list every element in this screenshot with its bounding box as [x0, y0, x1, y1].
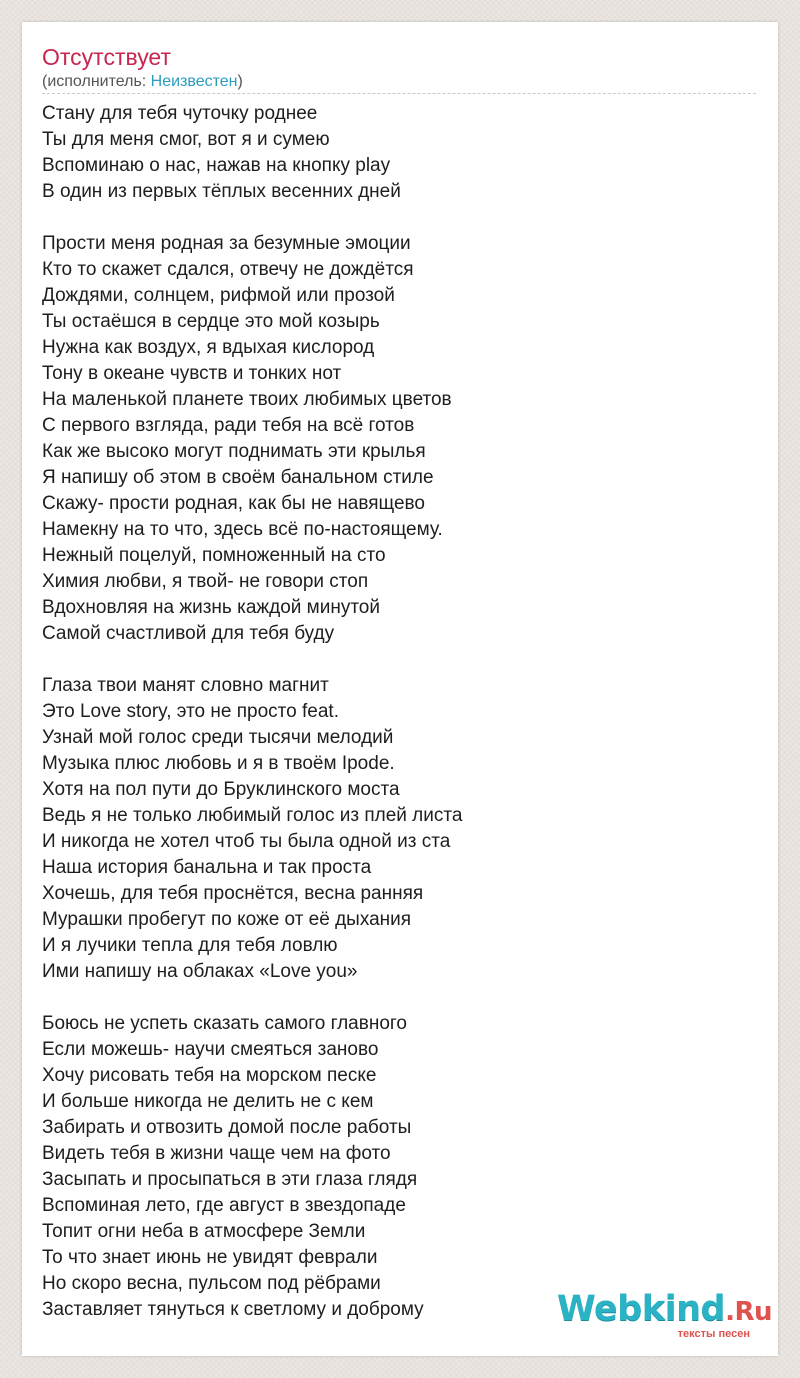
- lyric-line: Ты для меня смог, вот я и сумею: [42, 129, 330, 150]
- lyric-line: Это Love story, это не просто feat.: [42, 701, 339, 722]
- lyric-line: В один из первых тёплых весенних дней: [42, 181, 401, 202]
- lyric-line: Хочешь, для тебя проснётся, весна ранняя: [42, 883, 424, 904]
- lyric-line: Я напишу об этом в своём банальном стиле: [42, 467, 434, 488]
- lyrics-stanza: [42, 231, 742, 647]
- lyric-line: Дождями, солнцем, рифмой или прозой: [42, 285, 395, 306]
- lyrics-text: [42, 101, 742, 1349]
- lyric-line: Тону в океане чувств и тонких нот: [42, 363, 342, 384]
- dashed-divider: [42, 93, 756, 94]
- lyric-line: И больше никогда не делить не с кем: [42, 1091, 374, 1112]
- lyric-line: Хочу рисовать тебя на морском песке: [42, 1065, 377, 1086]
- lyric-line: Боюсь не успеть сказать самого главного: [42, 1013, 407, 1034]
- lyric-line: Вспоминая лето, где август в звездопаде: [42, 1195, 406, 1216]
- lyric-line: Стану для тебя чуточку роднее: [42, 103, 318, 124]
- lyrics-stanza: [42, 673, 742, 985]
- lyric-line: Самой счастливой для тебя буду: [42, 623, 335, 644]
- lyric-line: Хотя на пол пути до Бруклинского моста: [42, 779, 400, 800]
- lyric-line: Ими напишу на облаках «Love you»: [42, 961, 358, 982]
- site-logo[interactable]: [557, 1288, 772, 1348]
- lyric-line: Забирать и отвозить домой после работы: [42, 1117, 412, 1138]
- lyric-line: Нежный поцелуй, помноженный на сто: [42, 545, 386, 566]
- lyric-line: Музыка плюс любовь и я в твоём Ipode.: [42, 753, 395, 774]
- artist-link[interactable]: Неизвестен: [150, 73, 238, 90]
- lyric-line: Топит огни неба в атмосфере Земли: [42, 1221, 366, 1242]
- logo-wordmark: [557, 1288, 772, 1333]
- logo-tagline: тексты песен: [677, 1328, 750, 1340]
- logo-tld: .Ru: [725, 1297, 772, 1327]
- lyric-line: На маленькой планете твоих любимых цветов: [42, 389, 452, 410]
- lyric-line: Мурашки пробегут по коже от её дыхания: [42, 909, 412, 930]
- lyric-line: Заставляет тянуться к светлому и доброму: [42, 1299, 424, 1320]
- lyric-line: Глаза твои манят словно магнит: [42, 675, 329, 696]
- lyric-line: Засыпать и просыпаться в эти глаза глядя: [42, 1169, 418, 1190]
- lyric-line: Ты остаёшся в сердце это мой козырь: [42, 311, 380, 332]
- lyric-line: Кто то скажет сдался, отвечу не дождётся: [42, 259, 414, 280]
- artist-prefix: (исполнитель:: [42, 73, 151, 90]
- lyrics-stanza: [42, 1011, 742, 1323]
- lyric-line: Вспоминаю о нас, нажав на кнопку play: [42, 155, 391, 176]
- lyric-line: Как же высоко могут поднимать эти крылья: [42, 441, 426, 462]
- lyric-line: Намекну на то что, здесь всё по-настоящему.: [42, 519, 443, 540]
- lyric-line: Прости меня родная за безумные эмоции: [42, 233, 411, 254]
- lyric-line: Узнай мой голос среди тысячи мелодий: [42, 727, 394, 748]
- lyric-line: И я лучики тепла для тебя ловлю: [42, 935, 338, 956]
- lyric-line: И никогда не хотел чтоб ты была одной из ста: [42, 831, 451, 852]
- lyrics-card: [22, 22, 778, 1356]
- lyric-line: С первого взгляда, ради тебя на всё готов: [42, 415, 415, 436]
- lyric-line: Видеть тебя в жизни чаще чем на фото: [42, 1143, 391, 1164]
- lyric-line: Если можешь- научи смеяться заново: [42, 1039, 379, 1060]
- lyric-line: Но скоро весна, пульсом под рёбрами: [42, 1273, 381, 1294]
- song-title[interactable]: Отсутствует: [42, 44, 171, 70]
- lyrics-stanza: [42, 101, 742, 205]
- artist-suffix: ): [237, 73, 243, 90]
- lyric-line: Химия любви, я твой- не говори стоп: [42, 571, 369, 592]
- lyric-line: Скажу- прости родная, как бы не навящево: [42, 493, 425, 514]
- artist-line: [42, 72, 243, 92]
- lyric-line: То что знает июнь не увидят феврали: [42, 1247, 378, 1268]
- lyric-line: Нужна как воздух, я вдыхая кислород: [42, 337, 375, 358]
- lyric-line: Вдохновляя на жизнь каждой минутой: [42, 597, 380, 618]
- lyric-line: Ведь я не только любимый голос из плей листа: [42, 805, 463, 826]
- lyric-line: Наша история банальна и так проста: [42, 857, 372, 878]
- logo-name: Webkind: [557, 1289, 726, 1329]
